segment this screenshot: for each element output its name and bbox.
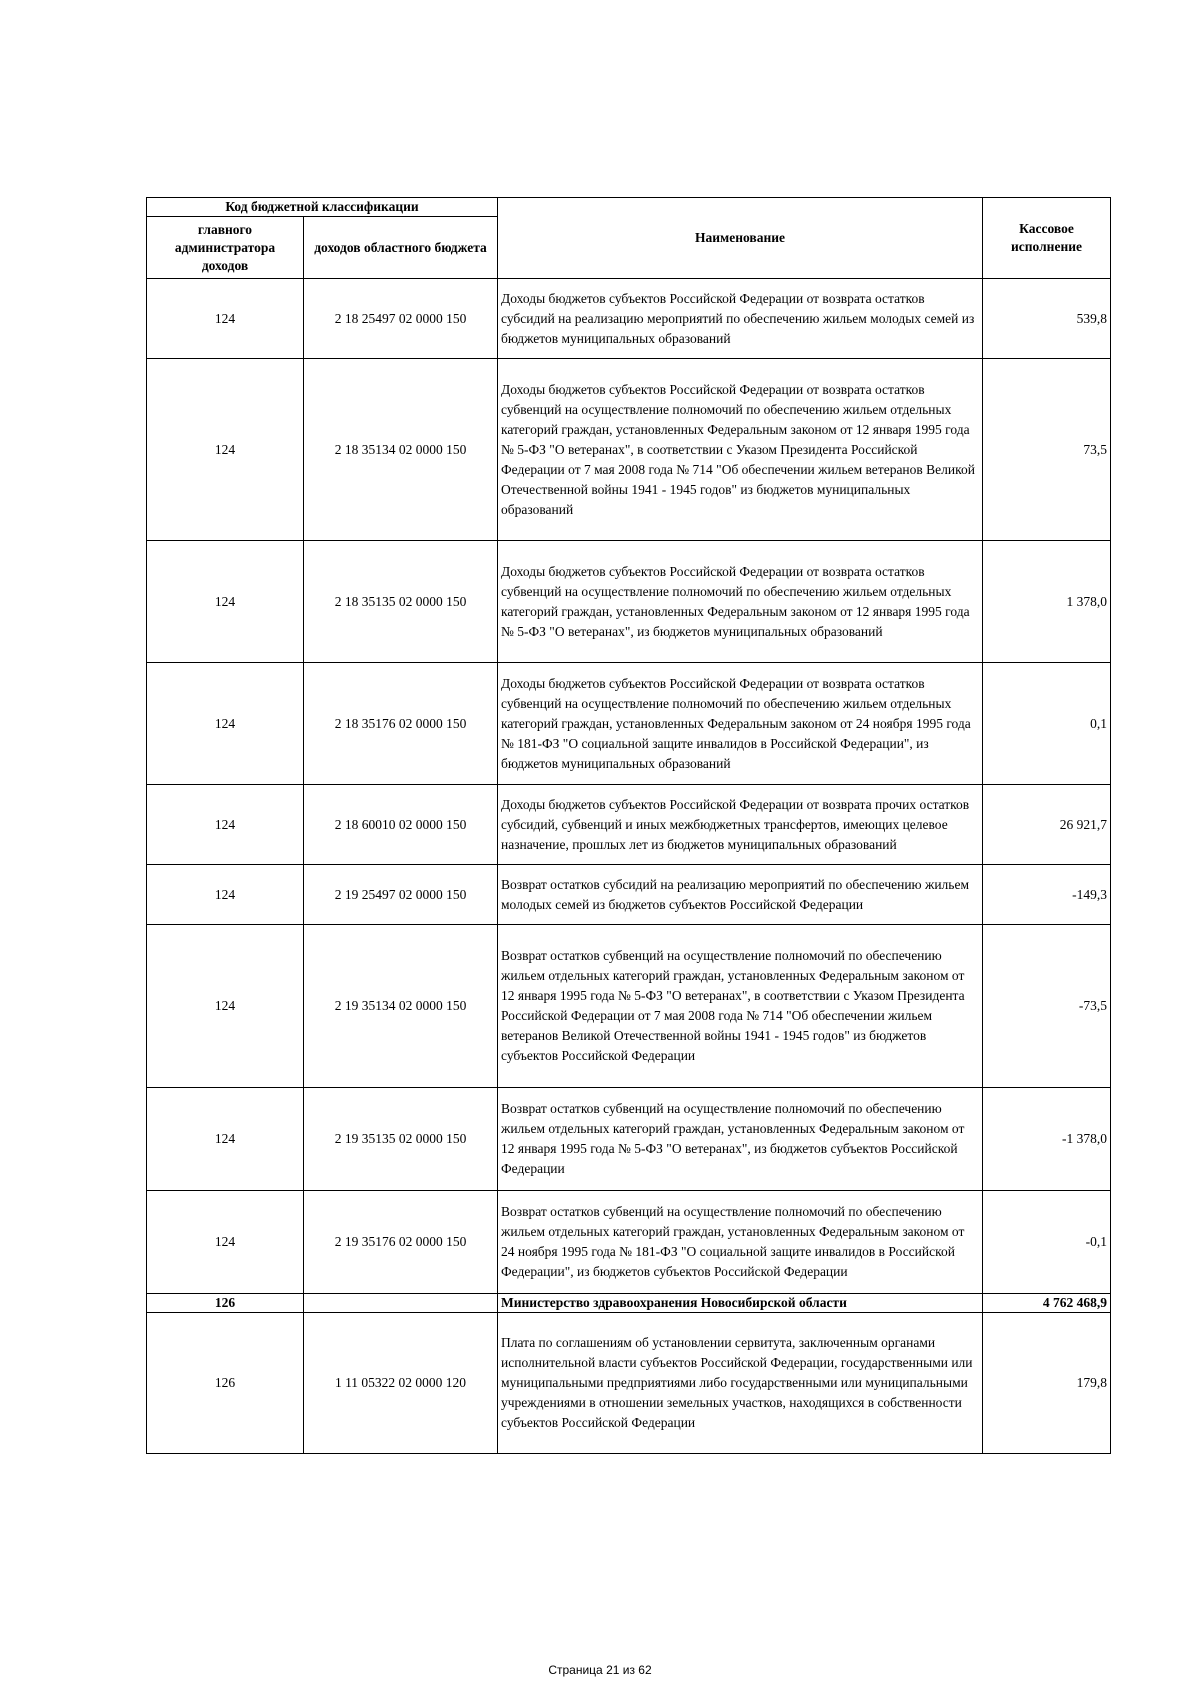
name-cell: Доходы бюджетов субъектов Российской Федерации от возврата прочих остатков субсидий, субвенций и иных межбюджетных трансфертов, имеющих целевое назначение, прошлых лет из бюджетов муниципальных образований — [498, 785, 983, 865]
amount-cell: 26 921,7 — [983, 785, 1111, 865]
header-amount: Кассовое исполнение — [983, 198, 1111, 279]
income-code-cell: 2 19 25497 02 0000 150 — [304, 865, 498, 925]
amount-cell: -149,3 — [983, 865, 1111, 925]
admin-code-cell: 124 — [147, 865, 304, 925]
name-cell: Возврат остатков субвенций на осуществление полномочий по обеспечению жильем отдельных категорий граждан, установленных Федеральным законом от 12 января 1995 года № 5-ФЗ "О ветеранах", в соответствии с Указом Президента Российской Федерации от 7 мая 2008 года № 714 "Об обеспечении жильем ветеранов Великой Отечественной войны 1941 - 1945 годов" из бюджетов субъектов Российской Федерации — [498, 925, 983, 1088]
name-cell: Возврат остатков субвенций на осуществление полномочий по обеспечению жильем отдельных категорий граждан, установленных Федеральным законом от 24 ноября 1995 года № 181-ФЗ "О социальной защите инвалидов в Российской Федерации", из бюджетов субъектов Российской Федерации — [498, 1191, 983, 1294]
admin-code-cell: 126 — [147, 1313, 304, 1454]
amount-cell: 0,1 — [983, 663, 1111, 785]
table-row — [147, 1191, 1111, 1294]
table-row — [147, 785, 1111, 865]
name-cell: Возврат остатков субсидий на реализацию мероприятий по обеспечению жильем молодых семей из бюджетов субъектов Российской Федерации — [498, 865, 983, 925]
income-code-cell: 1 11 05322 02 0000 120 — [304, 1313, 498, 1454]
income-code-cell: 2 18 60010 02 0000 150 — [304, 785, 498, 865]
table-body — [147, 279, 1111, 1454]
name-cell: Доходы бюджетов субъектов Российской Федерации от возврата остатков субвенций на осуществление полномочий по обеспечению жильем отдельных категорий граждан, установленных Федеральным законом от 12 января 1995 года № 5-ФЗ "О ветеранах", в соответствии с Указом Президента Российской Федерации от 7 мая 2008 года № 714 "Об обеспечении жильем ветеранов Великой Отечественной войны 1941 - 1945 годов" из бюджетов муниципальных образований — [498, 359, 983, 541]
income-code-cell: 2 18 35135 02 0000 150 — [304, 541, 498, 663]
name-cell: Доходы бюджетов субъектов Российской Федерации от возврата остатков субвенций на осуществление полномочий по обеспечению жильем отдельных категорий граждан, установленных Федеральным законом от 12 января 1995 года № 5-ФЗ "О ветеранах", из бюджетов муниципальных образований — [498, 541, 983, 663]
amount-cell: 4 762 468,9 — [983, 1294, 1111, 1313]
table-row — [147, 663, 1111, 785]
name-cell: Доходы бюджетов субъектов Российской Федерации от возврата остатков субсидий на реализацию мероприятий по обеспечению жильем молодых семей из бюджетов муниципальных образований — [498, 279, 983, 359]
income-code-cell: 2 19 35135 02 0000 150 — [304, 1088, 498, 1191]
amount-cell: -0,1 — [983, 1191, 1111, 1294]
table-row — [147, 1294, 1111, 1313]
header-admin-code: главного администратора доходов — [147, 217, 304, 279]
admin-code-cell: 124 — [147, 1191, 304, 1294]
table-row — [147, 359, 1111, 541]
amount-cell: -1 378,0 — [983, 1088, 1111, 1191]
income-code-cell: 2 18 35176 02 0000 150 — [304, 663, 498, 785]
table-row — [147, 279, 1111, 359]
page-number: Страница 21 из 62 — [548, 1663, 652, 1677]
header-classification-group: Код бюджетной классификации — [147, 198, 498, 217]
income-code-cell: 2 19 35134 02 0000 150 — [304, 925, 498, 1088]
name-cell: Министерство здравоохранения Новосибирской области — [498, 1294, 983, 1313]
table-row — [147, 1313, 1111, 1454]
admin-code-cell: 124 — [147, 663, 304, 785]
admin-code-cell: 124 — [147, 541, 304, 663]
name-cell: Доходы бюджетов субъектов Российской Федерации от возврата остатков субвенций на осуществление полномочий по обеспечению жильем отдельных категорий граждан, установленных Федеральным законом от 24 ноября 1995 года № 181-ФЗ "О социальной защите инвалидов в Российской Федерации", из бюджетов муниципальных образований — [498, 663, 983, 785]
table-row — [147, 1088, 1111, 1191]
admin-code-cell: 124 — [147, 279, 304, 359]
income-code-cell: 2 18 25497 02 0000 150 — [304, 279, 498, 359]
admin-code-cell: 124 — [147, 1088, 304, 1191]
admin-code-cell: 126 — [147, 1294, 304, 1313]
amount-cell: 179,8 — [983, 1313, 1111, 1454]
amount-cell: -73,5 — [983, 925, 1111, 1088]
income-code-cell: 2 19 35176 02 0000 150 — [304, 1191, 498, 1294]
amount-cell: 539,8 — [983, 279, 1111, 359]
income-code-cell — [304, 1294, 498, 1313]
name-cell: Возврат остатков субвенций на осуществление полномочий по обеспечению жильем отдельных категорий граждан, установленных Федеральным законом от 12 января 1995 года № 5-ФЗ "О ветеранах", из бюджетов субъектов Российской Федерации — [498, 1088, 983, 1191]
table-row — [147, 925, 1111, 1088]
income-code-cell: 2 18 35134 02 0000 150 — [304, 359, 498, 541]
budget-table — [146, 197, 1111, 1454]
name-cell: Плата по соглашениям об установлении сервитута, заключенным органами исполнительной власти субъектов Российской Федерации, государственными или муниципальными предприятиями либо государственными или муниципальными учреждениями в отношении земельных участков, находящихся в собственности субъектов Российской Федерации — [498, 1313, 983, 1454]
admin-code-cell: 124 — [147, 925, 304, 1088]
header-income-code: доходов областного бюджета — [304, 217, 498, 279]
table-row — [147, 541, 1111, 663]
table-row — [147, 865, 1111, 925]
admin-code-cell: 124 — [147, 359, 304, 541]
amount-cell: 73,5 — [983, 359, 1111, 541]
amount-cell: 1 378,0 — [983, 541, 1111, 663]
header-name: Наименование — [498, 198, 983, 279]
admin-code-cell: 124 — [147, 785, 304, 865]
